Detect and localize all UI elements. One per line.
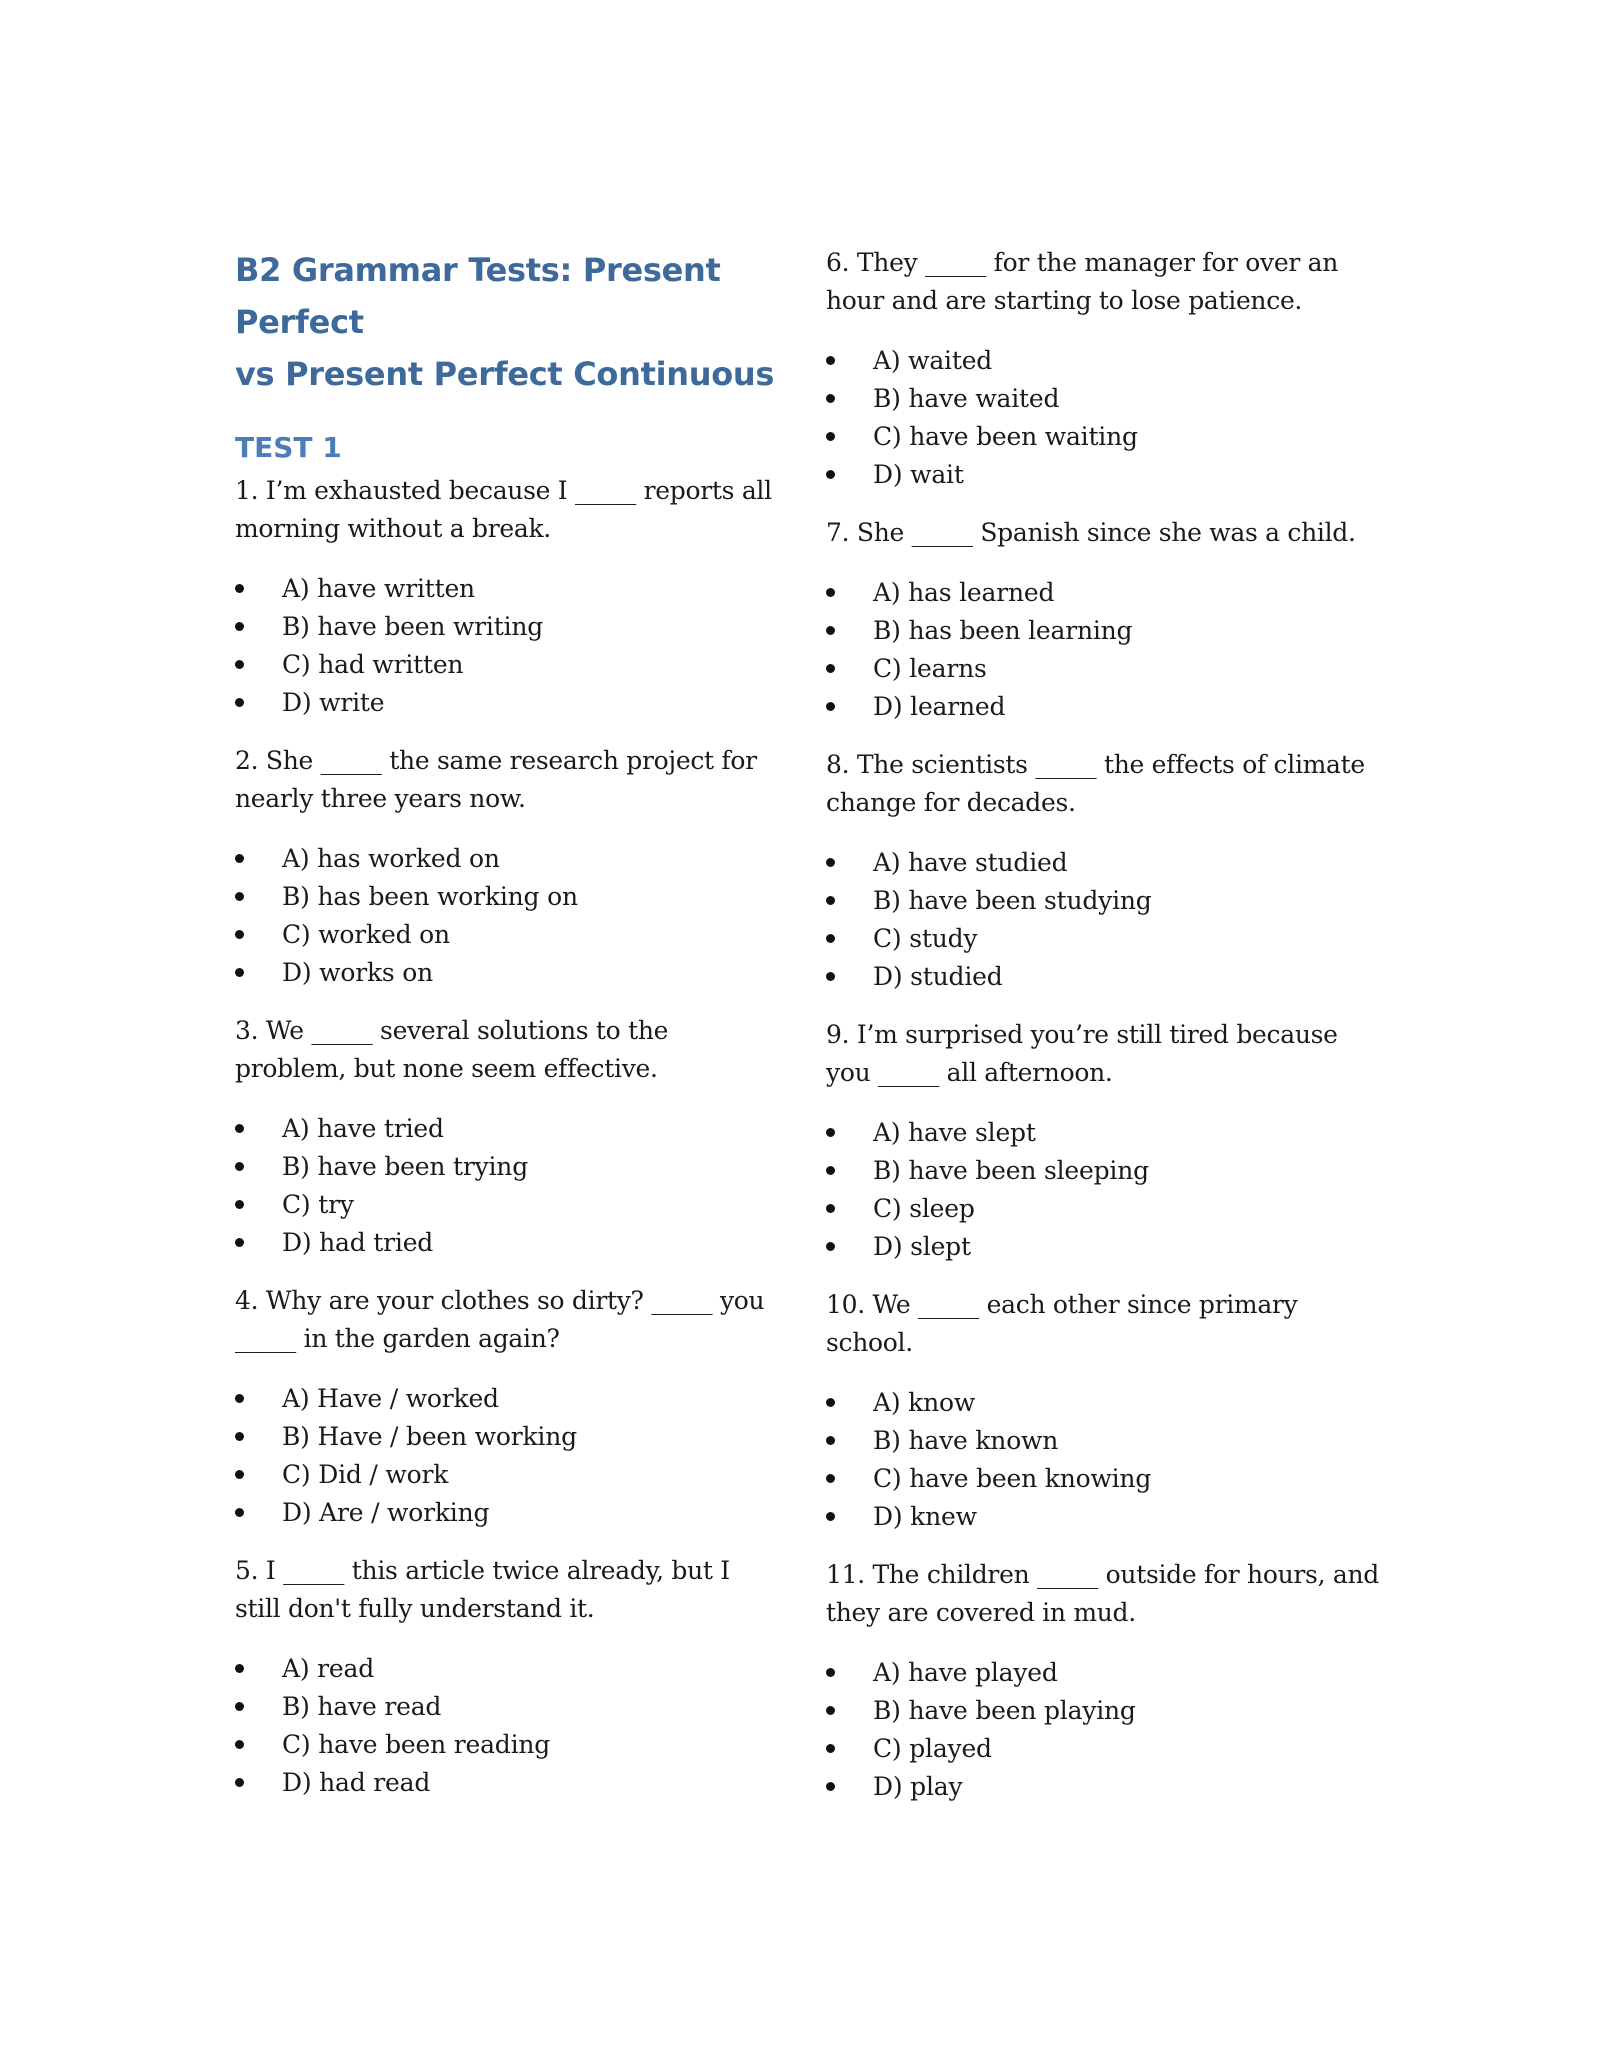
bullet-icon <box>826 1668 835 1677</box>
option-b <box>826 1422 1386 1460</box>
option-label: B) have been playing <box>873 1696 1136 1725</box>
bullet-icon <box>826 432 835 441</box>
option-label: B) have known <box>873 1426 1059 1455</box>
bullet-icon <box>826 1128 835 1137</box>
bullet-icon <box>235 584 244 593</box>
bullet-icon <box>826 1744 835 1753</box>
option-list <box>235 1380 775 1532</box>
question-8 <box>826 746 1386 996</box>
option-list <box>826 1114 1386 1266</box>
option-label: D) wait <box>873 460 964 489</box>
option-label: D) play <box>873 1772 963 1801</box>
option-label: C) learns <box>873 654 987 683</box>
option-label: A) have played <box>873 1658 1058 1687</box>
question-1 <box>235 472 775 722</box>
option-a <box>826 574 1386 612</box>
question-text: 3. We _____ several solutions to the problem, but none seem effective. <box>235 1016 669 1083</box>
option-d <box>235 954 775 992</box>
bullet-icon <box>235 930 244 939</box>
option-d <box>235 1224 775 1262</box>
question-10 <box>826 1286 1386 1536</box>
question-11 <box>826 1556 1386 1806</box>
bullet-icon <box>826 470 835 479</box>
option-label: B) have read <box>282 1692 442 1721</box>
option-label: D) write <box>282 688 385 717</box>
bullet-icon <box>235 1664 244 1673</box>
bullet-icon <box>826 1204 835 1213</box>
bullet-icon <box>826 1398 835 1407</box>
right-column <box>826 244 1386 1826</box>
option-a <box>826 1384 1386 1422</box>
option-label: D) Are / working <box>282 1498 490 1527</box>
option-a <box>826 342 1386 380</box>
option-label: B) has been working on <box>282 882 578 911</box>
option-label: D) had tried <box>282 1228 434 1257</box>
question-6 <box>826 244 1386 494</box>
option-label: D) learned <box>873 692 1006 721</box>
option-label: A) know <box>873 1388 976 1417</box>
option-label: C) have been waiting <box>873 422 1138 451</box>
option-a <box>235 1650 775 1688</box>
option-d <box>826 688 1386 726</box>
option-a <box>826 1114 1386 1152</box>
bullet-icon <box>235 1124 244 1133</box>
question-text: 9. I’m surprised you’re still tired because you _____ all afternoon. <box>826 1020 1338 1087</box>
question-text: 8. The scientists _____ the effects of climate change for decades. <box>826 750 1365 817</box>
bullet-icon <box>826 702 835 711</box>
bullet-icon <box>235 622 244 631</box>
bullet-icon <box>235 1394 244 1403</box>
option-list <box>826 574 1386 726</box>
bullet-icon <box>235 1508 244 1517</box>
option-list <box>826 1654 1386 1806</box>
option-label: B) have been trying <box>282 1152 529 1181</box>
option-d <box>826 456 1386 494</box>
option-label: C) Did / work <box>282 1460 449 1489</box>
option-label: C) have been reading <box>282 1730 551 1759</box>
option-label: C) study <box>873 924 978 953</box>
option-c <box>826 1460 1386 1498</box>
bullet-icon <box>235 698 244 707</box>
option-label: B) has been learning <box>873 616 1133 645</box>
bullet-icon <box>235 968 244 977</box>
bullet-icon <box>826 934 835 943</box>
option-b <box>235 878 775 916</box>
bullet-icon <box>826 1706 835 1715</box>
bullet-icon <box>235 1740 244 1749</box>
bullet-icon <box>826 896 835 905</box>
question-text: 10. We _____ each other since primary school. <box>826 1290 1298 1357</box>
option-label: A) has worked on <box>282 844 500 873</box>
option-a <box>826 844 1386 882</box>
option-label: D) studied <box>873 962 1003 991</box>
option-label: D) slept <box>873 1232 971 1261</box>
bullet-icon <box>826 394 835 403</box>
bullet-icon <box>826 1512 835 1521</box>
option-b <box>826 380 1386 418</box>
option-label: A) waited <box>873 346 993 375</box>
option-label: C) worked on <box>282 920 450 949</box>
test-heading: TEST 1 <box>235 431 342 464</box>
bullet-icon <box>826 664 835 673</box>
option-a <box>826 1654 1386 1692</box>
option-d <box>826 958 1386 996</box>
bullet-icon <box>826 626 835 635</box>
bullet-icon <box>235 1702 244 1711</box>
option-label: B) Have / been working <box>282 1422 577 1451</box>
bullet-icon <box>826 858 835 867</box>
option-b <box>826 882 1386 920</box>
option-d <box>235 684 775 722</box>
bullet-icon <box>235 854 244 863</box>
question-2 <box>235 742 775 992</box>
bullet-icon <box>235 1162 244 1171</box>
bullet-icon <box>235 1200 244 1209</box>
option-c <box>235 916 775 954</box>
option-label: A) read <box>282 1654 375 1683</box>
left-column <box>235 244 775 1822</box>
option-c <box>235 1186 775 1224</box>
question-text: 2. She _____ the same research project for nearly three years now. <box>235 746 757 813</box>
bullet-icon <box>826 1242 835 1251</box>
question-5 <box>235 1552 775 1802</box>
bullet-icon <box>235 892 244 901</box>
option-b <box>826 612 1386 650</box>
question-text: 1. I’m exhausted because I _____ reports all morning without a break. <box>235 476 772 543</box>
option-list <box>235 1110 775 1262</box>
option-c <box>826 1190 1386 1228</box>
option-label: B) have been studying <box>873 886 1152 915</box>
bullet-icon <box>826 588 835 597</box>
bullet-icon <box>235 1470 244 1479</box>
option-label: C) try <box>282 1190 354 1219</box>
question-3 <box>235 1012 775 1262</box>
option-label: A) have slept <box>873 1118 1036 1147</box>
option-b <box>826 1152 1386 1190</box>
title-line-1: B2 Grammar Tests: Present Perfect <box>235 251 721 341</box>
option-b <box>826 1692 1386 1730</box>
option-d <box>826 1228 1386 1266</box>
option-c <box>826 650 1386 688</box>
option-label: B) have been sleeping <box>873 1156 1149 1185</box>
question-text: 11. The children _____ outside for hours, and they are covered in mud. <box>826 1560 1379 1627</box>
option-label: B) have been writing <box>282 612 544 641</box>
option-label: A) have tried <box>282 1114 444 1143</box>
bullet-icon <box>235 1238 244 1247</box>
option-label: D) works on <box>282 958 434 987</box>
document-title <box>235 244 775 400</box>
option-a <box>235 1110 775 1148</box>
bullet-icon <box>235 1432 244 1441</box>
option-list <box>235 1650 775 1802</box>
option-label: A) have studied <box>873 848 1068 877</box>
option-d <box>235 1494 775 1532</box>
option-c <box>826 1730 1386 1768</box>
bullet-icon <box>826 1166 835 1175</box>
option-list <box>826 342 1386 494</box>
option-c <box>826 920 1386 958</box>
question-text: 6. They _____ for the manager for over an hour and are starting to lose patience. <box>826 248 1339 315</box>
question-text: 5. I _____ this article twice already, but I still don't fully understand it. <box>235 1556 730 1623</box>
option-label: C) have been knowing <box>873 1464 1152 1493</box>
option-list <box>826 844 1386 996</box>
question-text: 7. She _____ Spanish since she was a child. <box>826 518 1356 547</box>
option-c <box>826 418 1386 456</box>
option-label: C) played <box>873 1734 992 1763</box>
bullet-icon <box>826 1782 835 1791</box>
option-label: C) sleep <box>873 1194 975 1223</box>
title-line-2: vs Present Perfect Continuous <box>235 355 775 393</box>
question-9 <box>826 1016 1386 1266</box>
question-7 <box>826 514 1386 726</box>
option-b <box>235 1688 775 1726</box>
option-label: A) have written <box>282 574 475 603</box>
question-text: 4. Why are your clothes so dirty? _____ you _____ in the garden again? <box>235 1286 765 1353</box>
option-list <box>235 570 775 722</box>
option-list <box>235 840 775 992</box>
option-label: D) had read <box>282 1768 431 1797</box>
option-label: C) had written <box>282 650 464 679</box>
option-b <box>235 608 775 646</box>
option-d <box>235 1764 775 1802</box>
bullet-icon <box>235 660 244 669</box>
bullet-icon <box>826 1474 835 1483</box>
option-a <box>235 1380 775 1418</box>
option-list <box>826 1384 1386 1536</box>
option-d <box>826 1498 1386 1536</box>
question-4 <box>235 1282 775 1532</box>
bullet-icon <box>826 1436 835 1445</box>
option-label: A) Have / worked <box>282 1384 499 1413</box>
bullet-icon <box>826 972 835 981</box>
option-label: B) have waited <box>873 384 1060 413</box>
bullet-icon <box>235 1778 244 1787</box>
option-label: A) has learned <box>873 578 1055 607</box>
option-c <box>235 646 775 684</box>
option-b <box>235 1418 775 1456</box>
option-a <box>235 840 775 878</box>
bullet-icon <box>826 356 835 365</box>
option-c <box>235 1726 775 1764</box>
option-d <box>826 1768 1386 1806</box>
option-c <box>235 1456 775 1494</box>
option-b <box>235 1148 775 1186</box>
option-a <box>235 570 775 608</box>
option-label: D) knew <box>873 1502 977 1531</box>
